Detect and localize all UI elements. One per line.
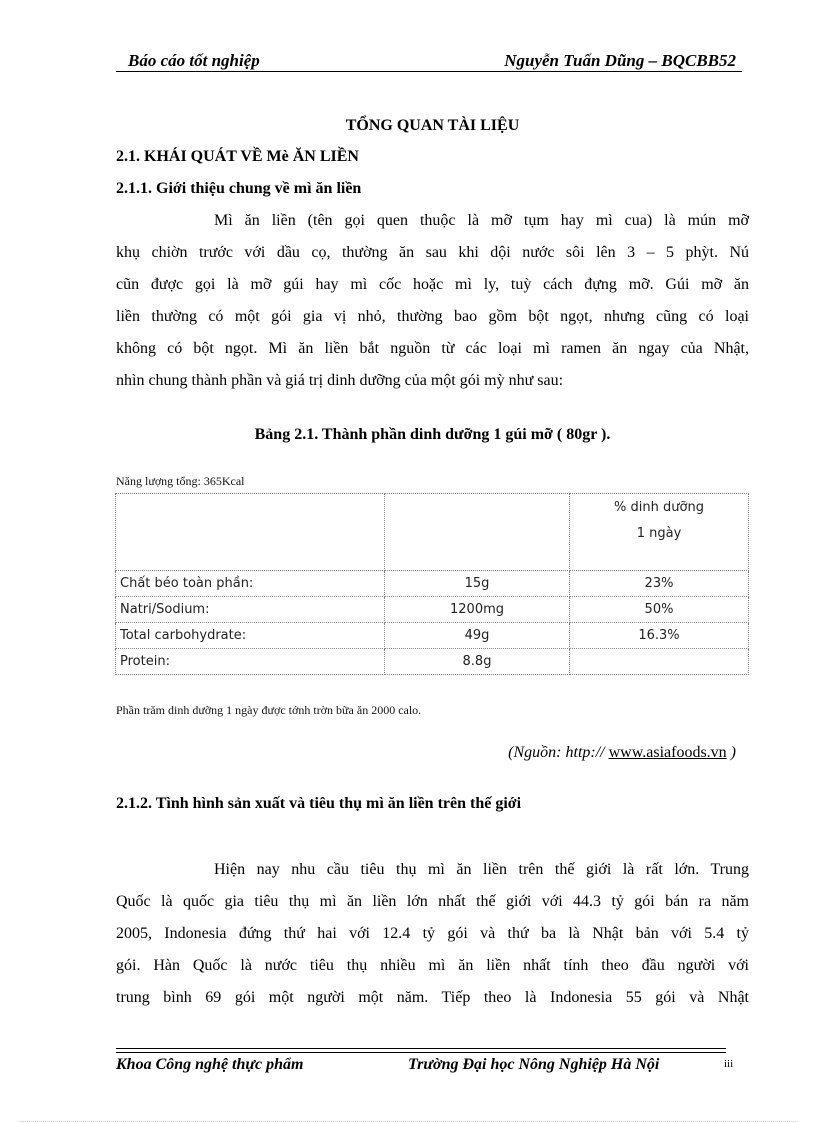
nutrient-name: Total carbohydrate: xyxy=(116,623,385,649)
page-footer xyxy=(116,1056,756,1080)
nutrient-percent: 23% xyxy=(570,571,749,597)
paragraph-line: nhìn chung thành phần và giá trị dinh dưỡng của một gói mỳ như sau: xyxy=(116,372,564,389)
nutrient-name: Protein: xyxy=(116,649,385,675)
header-report-title: Báo cáo tốt nghiệp xyxy=(128,51,260,70)
daily-value-header: % dinh dưỡng xyxy=(614,500,704,515)
paragraph-line: trung bình 69 gói một người một năm. Tiếp theo là Indonesia 55 gói và Nhật xyxy=(116,989,749,1006)
percent-note: Phần trăm dinh dưỡng 1 ngày được tớnh trờn bữa ăn 2000 calo. xyxy=(116,703,422,717)
nutrient-percent: 16.3% xyxy=(570,623,749,649)
footer-faculty: Khoa Công nghệ thực phẩm xyxy=(116,1056,304,1073)
nutrient-amount: 8.8g xyxy=(385,649,570,675)
header-author: Nguyễn Tuấn Dũng – BQCBB52 xyxy=(504,51,736,70)
chapter-title: TỔNG QUAN TÀI LIỆU xyxy=(345,117,520,134)
daily-value-header-sub: 1 ngày xyxy=(636,526,682,541)
table-cell xyxy=(116,494,385,571)
header-rule xyxy=(116,71,742,72)
source-prefix: (Nguồn: http:// xyxy=(508,744,609,761)
page-edge xyxy=(20,1121,796,1122)
section-heading-2-1: 2.1. KHÁI QUÁT VỀ Mè ĂN LIỀN xyxy=(116,148,359,165)
source-link[interactable]: www.asiafoods.vn xyxy=(608,744,727,761)
table-row xyxy=(116,623,749,649)
section-heading-2-1-2: 2.1.2. Tình hình sản xuất và tiêu thụ mì ăn liền trên thế giới xyxy=(116,795,522,812)
paragraph-line: cũn được gọi là mỡ gúi hay mì cốc hoặc mì ly, tuỳ cách đựng mỡ. Gúi mỡ ăn xyxy=(116,276,749,293)
page-header xyxy=(116,49,742,73)
paragraph-line: Hiện nay nhu cầu tiêu thụ mì ăn liền trên thế giới là rất lớn. Trung xyxy=(214,861,749,878)
paragraph-line: Quốc là quốc gia tiêu thụ mì ăn liền lớn nhất thế giới với 44.3 tỷ gói bán ra năm xyxy=(116,893,749,910)
table-header-row xyxy=(116,494,749,571)
paragraph-line: khụ chiờn trước với dầu cọ, thường ăn sau khi dội nước sôi lên 3 – 5 phỳt. Nú xyxy=(116,244,749,261)
nutrient-name: Natri/Sodium: xyxy=(116,597,385,623)
energy-note: Năng lượng tổng: 365Kcal xyxy=(116,474,245,488)
nutrition-table xyxy=(115,493,749,675)
source-suffix: ) xyxy=(726,744,736,761)
paragraph-line: 2005, Indonesia đứng thứ hai với 12.4 tỷ gói và thứ ba là Nhật bản với 5.4 tỷ xyxy=(116,925,749,942)
page-number: iii xyxy=(724,1058,734,1070)
intro-paragraph xyxy=(116,205,749,397)
footer-university: Trường Đại học Nông Nghiệp Hà Nội xyxy=(408,1056,660,1073)
table-row xyxy=(116,597,749,623)
nutrient-percent xyxy=(570,649,749,675)
production-paragraph xyxy=(116,854,749,1014)
nutrient-name: Chất béo toàn phần: xyxy=(116,571,385,597)
paragraph-line: liền thường có một gói gia vị nhỏ, thường bao gồm bột ngọt, nhưng cũng có loại xyxy=(116,308,749,325)
paragraph-line: Mì ăn liền (tên gọi quen thuộc là mỡ tụm hay mì cua) là mún mỡ xyxy=(214,212,749,229)
nutrient-amount: 15g xyxy=(385,571,570,597)
source-citation xyxy=(508,744,736,762)
paragraph-line: không có bột ngọt. Mì ăn liền bắt nguồn từ các loại mì ramen ăn ngay của Nhật, xyxy=(116,340,749,357)
table-row xyxy=(116,649,749,675)
table-cell xyxy=(570,494,749,571)
section-heading-2-1-1: 2.1.1. Giới thiệu chung về mì ăn liền xyxy=(116,180,362,197)
nutrient-amount: 49g xyxy=(385,623,570,649)
footer-rule xyxy=(116,1048,726,1049)
paragraph-line: gói. Hàn Quốc là nước tiêu thụ nhiều mì ăn liền nhất tính theo đầu người với xyxy=(116,957,749,974)
footer-rule xyxy=(116,1052,726,1053)
table-cell xyxy=(385,494,570,571)
table-row xyxy=(116,571,749,597)
table-caption: Bảng 2.1. Thành phần dinh dưỡng 1 gúi mỡ ( 80gr ). xyxy=(254,426,611,443)
nutrient-percent: 50% xyxy=(570,597,749,623)
nutrient-amount: 1200mg xyxy=(385,597,570,623)
